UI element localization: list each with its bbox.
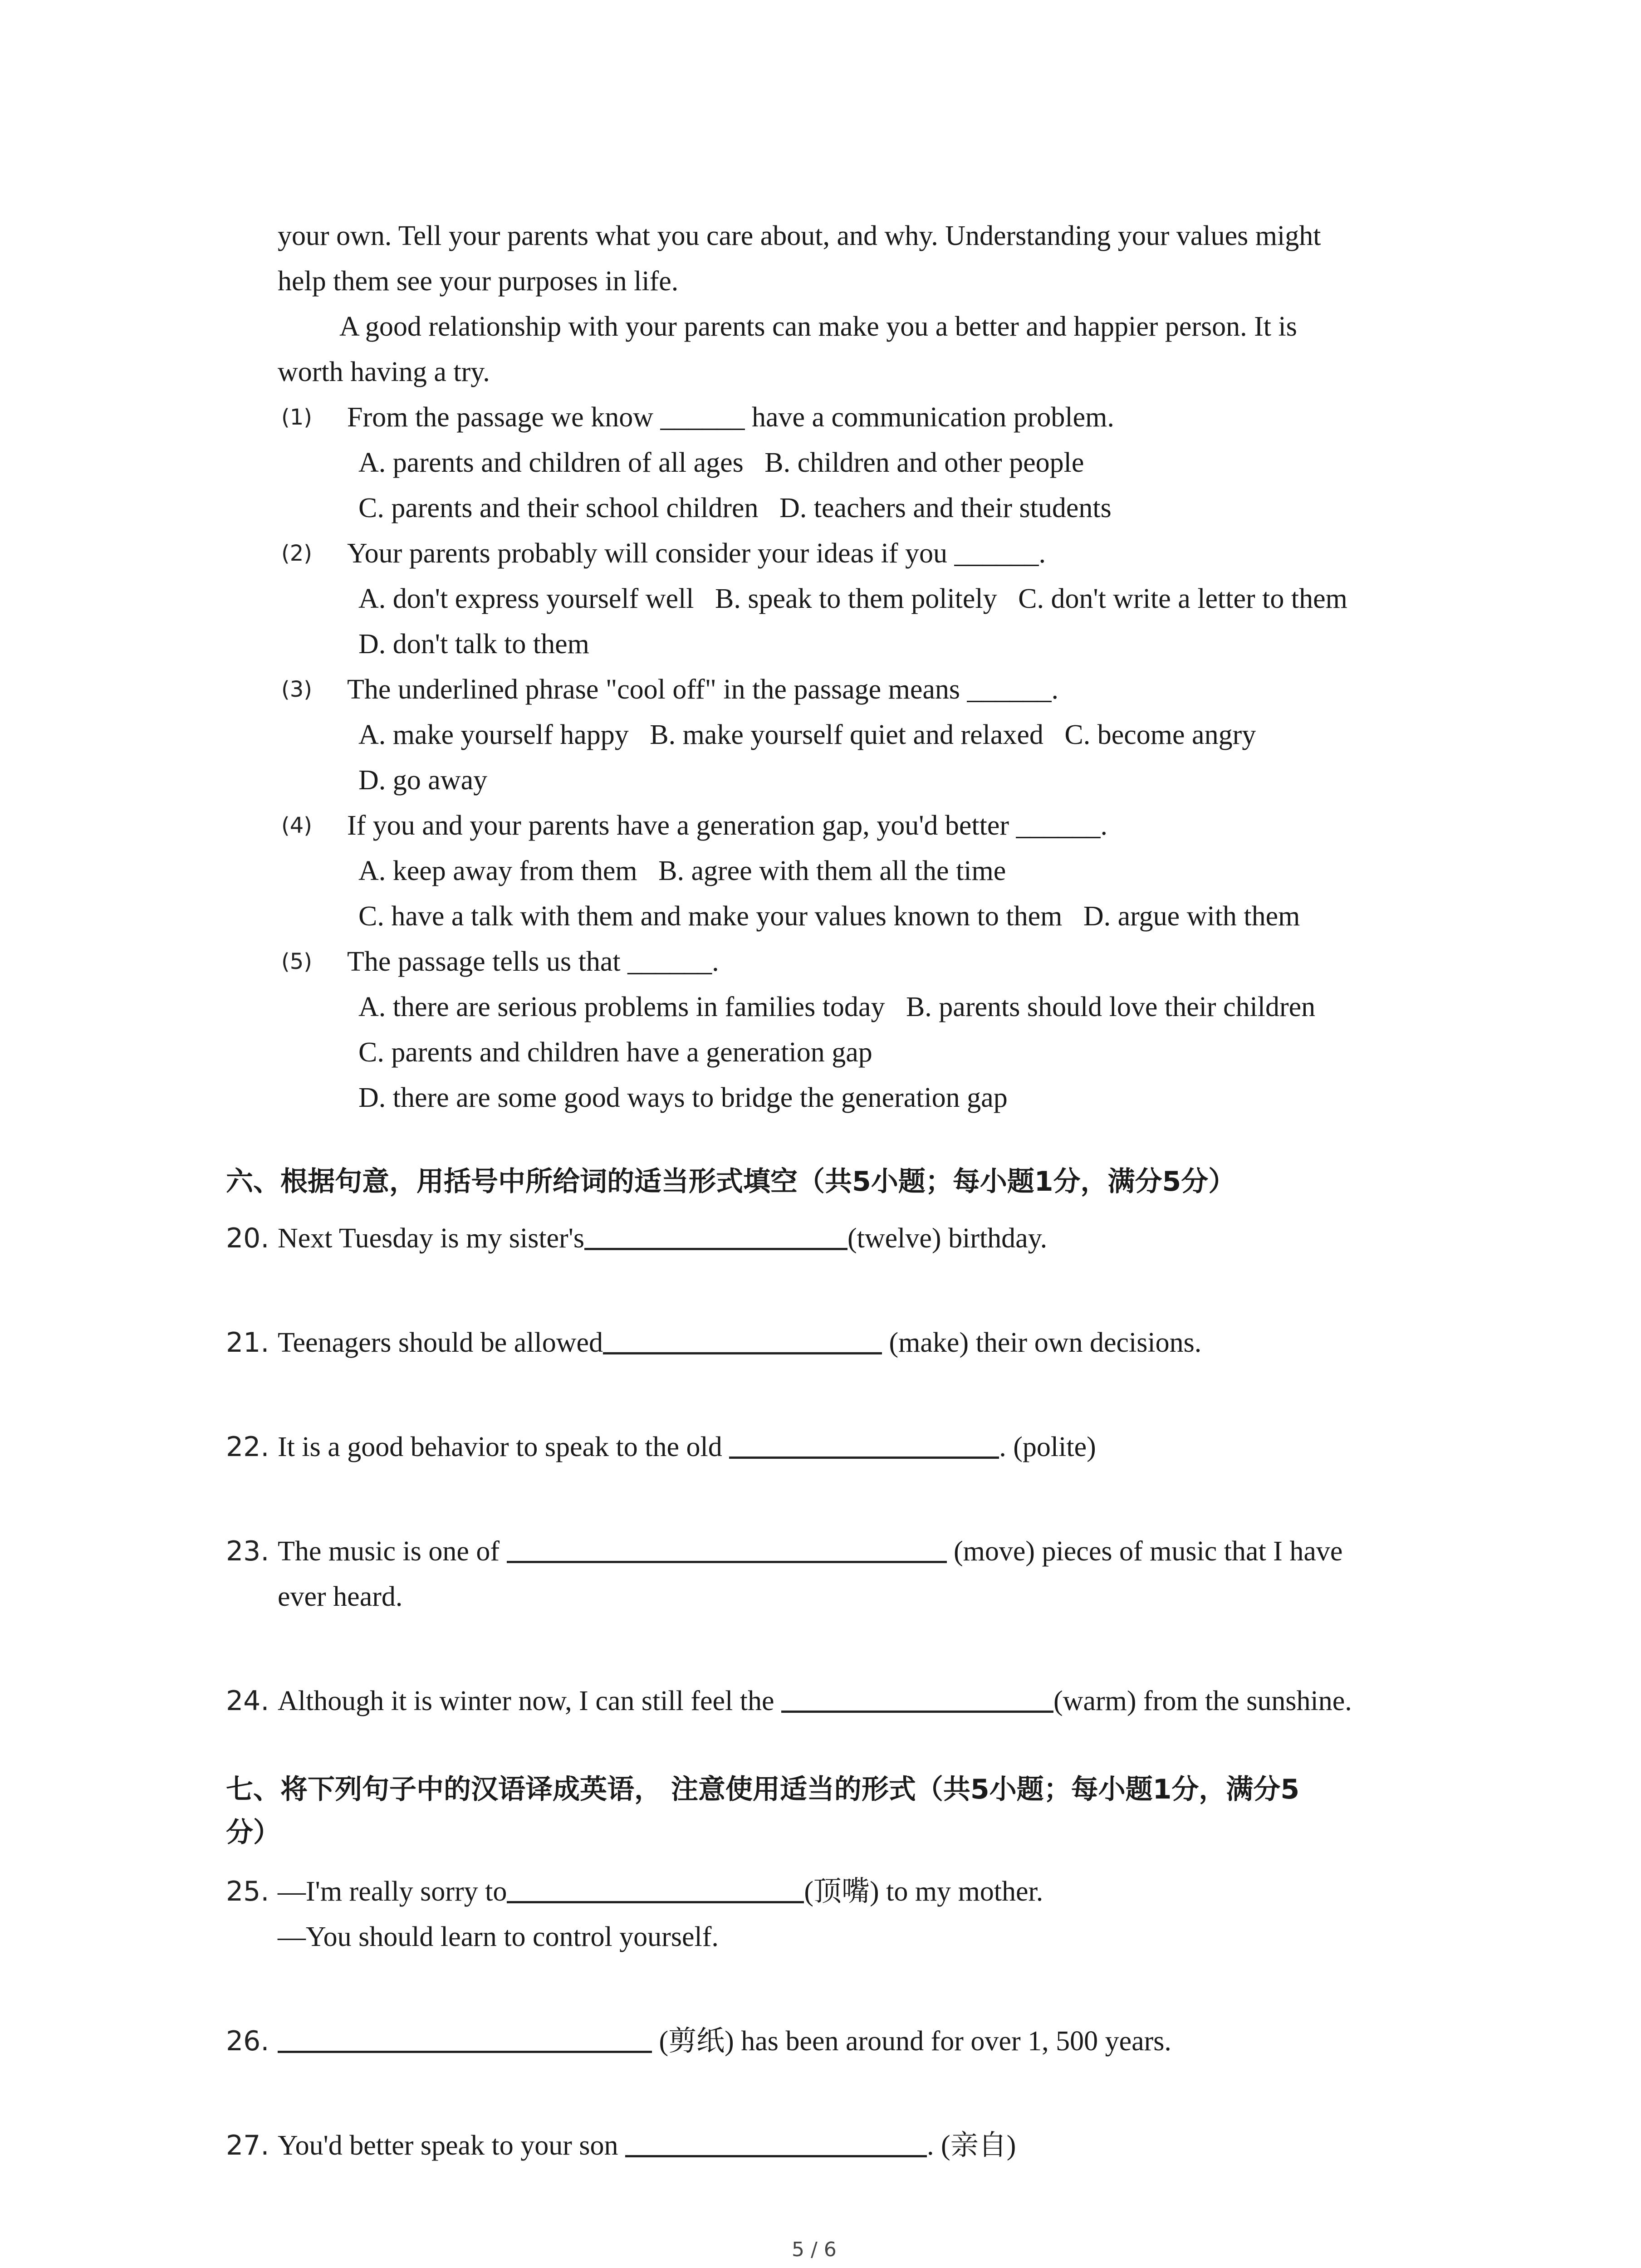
option-line: A. parents and children of all ages B. children and other people — [358, 447, 1084, 478]
question-text: (make) their own decisions. — [882, 1327, 1202, 1358]
question-number: 27. — [226, 2130, 269, 2161]
option-line: A. don't express yourself well B. speak to them politely C. don't write a letter to them — [358, 583, 1347, 614]
answer-blank: ______ — [954, 538, 1039, 569]
question-text: —I'm really sorry to — [278, 1876, 507, 1907]
question-text: Next Tuesday is my sister's — [278, 1223, 585, 1254]
answer-blank: ______ — [967, 674, 1052, 705]
question-text: You'd better speak to your son — [278, 2130, 626, 2161]
passage-line: your own. Tell your parents what you care about, and why. Understanding your values might — [278, 220, 1321, 251]
stem-text: The underlined phrase "cool off" in the passage means — [347, 674, 967, 705]
answer-blank[interactable] — [729, 1429, 999, 1459]
page-number: 5 / 6 — [792, 2238, 837, 2261]
question-text: Although it is winter now, I can still feel the — [278, 1686, 782, 1716]
question-text: (move) pieces of music that I have — [946, 1536, 1343, 1567]
section-heading: 七、将下列句子中的汉语译成英语， 注意使用适当的形式（共5小题；每小题1分，满分5 — [226, 1774, 1300, 1805]
question-number: 23. — [226, 1535, 269, 1567]
question-number: 25. — [226, 1876, 269, 1907]
question-number: (1) — [281, 405, 312, 430]
answer-blank[interactable] — [507, 1534, 947, 1563]
stem-text: have a communication problem. — [745, 402, 1114, 433]
option-line: D. go away — [358, 765, 488, 796]
passage-line: A good relationship with your parents can make you a better and happier person. It is — [339, 311, 1297, 342]
question-number: (4) — [281, 813, 312, 838]
stem-text: If you and your parents have a generation gap, you'd better — [347, 810, 1016, 841]
option-line: C. parents and children have a generation gap — [358, 1037, 872, 1068]
answer-blank: ______ — [1016, 810, 1101, 841]
stem-text: Your parents probably will consider your ideas if you — [347, 538, 955, 569]
option-line: C. parents and their school children D. teachers and their students — [358, 493, 1112, 523]
question-text: It is a good behavior to speak to the old — [278, 1432, 730, 1462]
fill-question — [278, 1533, 1342, 1569]
question-stem — [347, 943, 719, 980]
translate-question — [278, 1873, 1043, 1910]
passage-line: worth having a try. — [278, 357, 490, 387]
fill-question — [278, 1325, 1201, 1361]
question-number: (2) — [281, 541, 312, 566]
stem-text: . — [1051, 674, 1059, 705]
fill-question — [278, 1220, 1047, 1256]
option-line: D. there are some good ways to bridge the generation gap — [358, 1082, 1008, 1113]
translate-question — [278, 2023, 1171, 2059]
question-text: —You should learn to control yourself. — [278, 1921, 719, 1952]
question-text: (warm) from the sunshine. — [1053, 1686, 1352, 1716]
answer-blank[interactable] — [781, 1683, 1053, 1713]
answer-blank[interactable] — [584, 1221, 847, 1250]
question-stem — [347, 535, 1046, 572]
option-line: A. make yourself happy B. make yourself quiet and relaxed C. become angry — [358, 719, 1256, 750]
question-text: . (亲自) — [927, 2130, 1016, 2161]
stem-text: . — [1100, 810, 1108, 841]
translate-question — [278, 2127, 1016, 2164]
option-line: A. there are serious problems in families today B. parents should love their children — [358, 992, 1316, 1022]
question-stem — [347, 399, 1114, 435]
option-line: A. keep away from them B. agree with them all the time — [358, 855, 1006, 886]
fill-question — [278, 1429, 1096, 1465]
question-text: (twelve) birthday. — [847, 1223, 1048, 1254]
answer-blank[interactable] — [603, 1325, 882, 1354]
answer-blank[interactable] — [507, 1874, 804, 1903]
option-line: C. have a talk with them and make your values known to them D. argue with them — [358, 901, 1300, 932]
answer-blank[interactable] — [625, 2128, 927, 2157]
question-number: 26. — [226, 2025, 269, 2057]
question-number: 24. — [226, 1685, 269, 1717]
answer-blank[interactable] — [278, 2024, 652, 2053]
passage-line: help them see your purposes in life. — [278, 266, 679, 297]
question-number: (3) — [281, 677, 312, 702]
answer-blank: ______ — [660, 402, 745, 433]
question-text: (顶嘴) to my mother. — [804, 1876, 1043, 1907]
option-line: D. don't talk to them — [358, 629, 589, 660]
question-number: 22. — [226, 1431, 269, 1463]
question-stem — [347, 671, 1058, 708]
stem-text: From the passage we know — [347, 402, 661, 433]
question-stem — [347, 807, 1107, 844]
section-heading: 六、根据句意，用括号中所给词的适当形式填空（共5小题；每小题1分，满分5分） — [226, 1166, 1236, 1198]
question-text: . (polite) — [999, 1432, 1096, 1462]
answer-blank: ______ — [627, 946, 712, 977]
section-heading: 分） — [226, 1817, 280, 1848]
question-number: 21. — [226, 1327, 269, 1359]
question-number: 20. — [226, 1222, 269, 1254]
question-text: ever heard. — [278, 1581, 403, 1612]
stem-text: . — [1038, 538, 1046, 569]
question-number: (5) — [281, 949, 312, 974]
question-text: Teenagers should be allowed — [278, 1327, 603, 1358]
stem-text: . — [712, 946, 719, 977]
stem-text: The passage tells us that — [347, 946, 628, 977]
question-text: (剪纸) has been around for over 1, 500 years. — [652, 2026, 1171, 2057]
question-text: The music is one of — [278, 1536, 507, 1567]
fill-question — [278, 1683, 1352, 1719]
